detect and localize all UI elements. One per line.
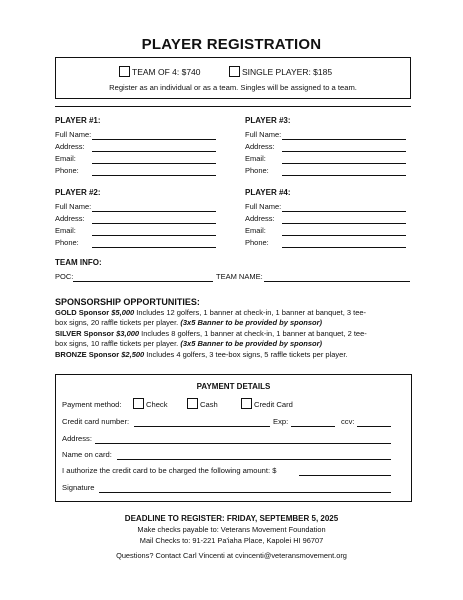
team-info-heading: TEAM INFO: bbox=[55, 258, 102, 267]
payment-details-box bbox=[55, 374, 412, 502]
ccv-label: ccv: bbox=[341, 417, 355, 426]
player-3-full-name-field[interactable] bbox=[282, 139, 406, 140]
bronze-sponsor-desc: Includes 4 golfers, 3 tee-box signs, 5 raffle tickets per player. bbox=[144, 350, 348, 359]
check-checkbox[interactable] bbox=[133, 398, 144, 409]
player-4-full-name-label: Full Name: bbox=[245, 202, 282, 211]
name-on-card-field[interactable] bbox=[117, 459, 391, 460]
player-2-address-label: Address: bbox=[55, 214, 85, 223]
gold-sponsor-name: GOLD Sponsor bbox=[55, 308, 110, 317]
gold-sponsor-line-2 bbox=[55, 318, 415, 329]
credit-card-label: Credit Card bbox=[254, 400, 293, 409]
bronze-sponsor-line bbox=[55, 350, 415, 361]
name-on-card-label: Name on card: bbox=[62, 450, 112, 459]
checks-payable-text: Make checks payable to: Veterans Movement Foundation bbox=[137, 525, 326, 534]
team-of-4-checkbox[interactable] bbox=[119, 66, 130, 77]
silver-sponsor-desc: Includes 8 golfers, 1 banner at check-in, 1 banner at banquet, 2 tee- bbox=[139, 329, 367, 338]
player-4-heading: PLAYER #4: bbox=[245, 188, 291, 197]
section-divider bbox=[55, 106, 411, 107]
signature-field[interactable] bbox=[99, 492, 391, 493]
payment-method-label: Payment method: bbox=[62, 400, 122, 409]
player-2-address-field[interactable] bbox=[92, 223, 216, 224]
exp-label: Exp: bbox=[273, 417, 289, 426]
team-name-label: TEAM NAME: bbox=[216, 272, 263, 281]
poc-field[interactable] bbox=[73, 281, 213, 282]
team-of-4-option[interactable] bbox=[119, 66, 201, 77]
player-3-address-label: Address: bbox=[245, 142, 275, 151]
player-1-address-label: Address: bbox=[55, 142, 85, 151]
payment-check-option[interactable] bbox=[133, 398, 168, 409]
player-4-phone-field[interactable] bbox=[282, 247, 406, 248]
gold-sponsor-desc: Includes 12 golfers, 1 banner at check-in, 1 banner at banquet, 3 tee- bbox=[134, 308, 367, 317]
check-label: Check bbox=[146, 400, 168, 409]
player-1-phone-field[interactable] bbox=[92, 175, 216, 176]
player-2-phone-label: Phone: bbox=[55, 238, 79, 247]
player-1-full-name-label: Full Name: bbox=[55, 130, 92, 139]
player-4-address-label: Address: bbox=[245, 214, 275, 223]
player-2-full-name-field[interactable] bbox=[92, 211, 216, 212]
payment-cash-option[interactable] bbox=[187, 398, 218, 409]
cash-checkbox[interactable] bbox=[187, 398, 198, 409]
gold-sponsor-line bbox=[55, 308, 415, 319]
silver-sponsor-line bbox=[55, 329, 415, 340]
silver-sponsor-desc-2: box signs, 10 raffle tickets per player. bbox=[55, 339, 179, 348]
mail-checks-text: Mail Checks to: 91-221 Pa'iaha Place, Kapolei HI 96707 bbox=[139, 536, 324, 545]
bronze-sponsor-price: $2,500 bbox=[121, 350, 145, 359]
exp-field[interactable] bbox=[291, 426, 335, 427]
player-4-phone-label: Phone: bbox=[245, 238, 269, 247]
single-player-checkbox[interactable] bbox=[229, 66, 240, 77]
payment-credit-card-option[interactable] bbox=[241, 398, 293, 409]
player-4-email-field[interactable] bbox=[282, 235, 406, 236]
player-2-phone-field[interactable] bbox=[92, 247, 216, 248]
team-of-4-label: TEAM OF 4: $740 bbox=[132, 67, 201, 77]
player-1-phone-label: Phone: bbox=[55, 166, 79, 175]
player-1-email-field[interactable] bbox=[92, 163, 216, 164]
address-field[interactable] bbox=[95, 443, 391, 444]
player-3-email-label: Email: bbox=[245, 154, 266, 163]
player-4-address-field[interactable] bbox=[282, 223, 406, 224]
card-number-label: Credit card number: bbox=[62, 417, 130, 426]
player-1-heading: PLAYER #1: bbox=[55, 116, 101, 125]
poc-label: POC: bbox=[55, 272, 74, 281]
silver-sponsor-name: SILVER Sponsor bbox=[55, 329, 115, 338]
contact-text: Questions? Contact Carl Vincenti at cvincenti@veteransmovement.org bbox=[116, 551, 347, 560]
player-3-phone-field[interactable] bbox=[282, 175, 406, 176]
player-4-full-name-field[interactable] bbox=[282, 211, 406, 212]
bronze-sponsor-name: BRONZE Sponsor bbox=[55, 350, 120, 359]
ccv-field[interactable] bbox=[357, 426, 391, 427]
gold-sponsor-desc-2: box signs, 20 raffle tickets per player. bbox=[55, 318, 179, 327]
sponsorship-heading: SPONSORSHIP OPPORTUNITIES: bbox=[55, 297, 200, 307]
page-title: PLAYER REGISTRATION bbox=[141, 36, 322, 53]
player-1-address-field[interactable] bbox=[92, 151, 216, 152]
player-3-phone-label: Phone: bbox=[245, 166, 269, 175]
credit-card-checkbox[interactable] bbox=[241, 398, 252, 409]
player-3-email-field[interactable] bbox=[282, 163, 406, 164]
registration-type-box bbox=[55, 57, 411, 99]
cash-label: Cash bbox=[200, 400, 218, 409]
amount-field[interactable] bbox=[299, 475, 391, 476]
single-player-label: SINGLE PLAYER: $185 bbox=[242, 67, 333, 77]
player-4-email-label: Email: bbox=[245, 226, 266, 235]
player-1-email-label: Email: bbox=[55, 154, 76, 163]
player-3-heading: PLAYER #3: bbox=[245, 116, 291, 125]
player-3-full-name-label: Full Name: bbox=[245, 130, 282, 139]
card-number-field[interactable] bbox=[134, 426, 270, 427]
player-2-email-field[interactable] bbox=[92, 235, 216, 236]
payment-details-title: PAYMENT DETAILS bbox=[196, 382, 271, 391]
deadline-text: DEADLINE TO REGISTER: FRIDAY, SEPTEMBER 5, 2025 bbox=[124, 514, 339, 523]
signature-label: Signature bbox=[62, 483, 95, 492]
gold-sponsor-price: $5,000 bbox=[111, 308, 135, 317]
address-label: Address: bbox=[62, 434, 92, 443]
authorize-label: I authorize the credit card to be charged the following amount: $ bbox=[62, 466, 277, 475]
player-2-full-name-label: Full Name: bbox=[55, 202, 92, 211]
silver-sponsor-price: $3,000 bbox=[116, 329, 140, 338]
player-2-heading: PLAYER #2: bbox=[55, 188, 101, 197]
team-name-field[interactable] bbox=[264, 281, 410, 282]
single-player-option[interactable] bbox=[229, 66, 332, 77]
gold-sponsor-note: (3x5 Banner to be provided by sponsor) bbox=[180, 318, 323, 327]
player-2-email-label: Email: bbox=[55, 226, 76, 235]
silver-sponsor-line-2 bbox=[55, 339, 415, 350]
silver-sponsor-note: (3x5 Banner to be provided by sponsor) bbox=[180, 339, 323, 348]
registration-note: Register as an individual or as a team. Singles will be assigned to a team. bbox=[109, 83, 357, 92]
player-3-address-field[interactable] bbox=[282, 151, 406, 152]
player-1-full-name-field[interactable] bbox=[92, 139, 216, 140]
